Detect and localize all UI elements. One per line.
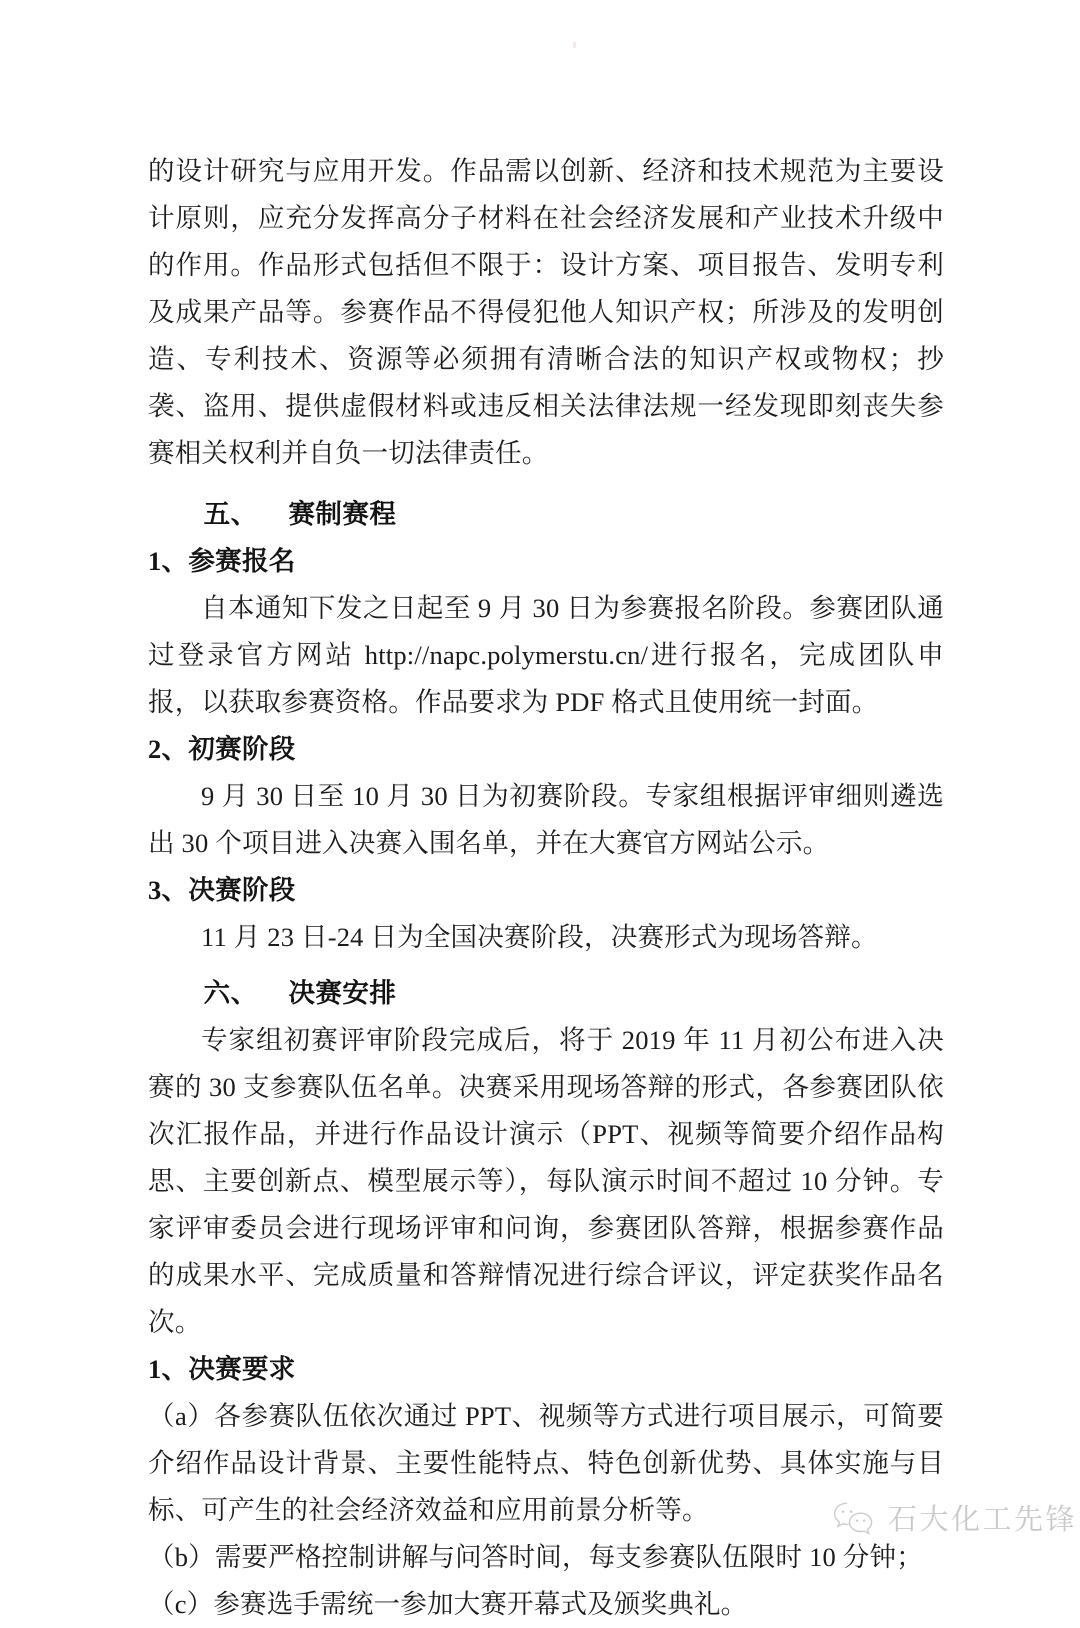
section-five-number: 五、 — [203, 499, 258, 529]
section-six-heading — [148, 970, 944, 1017]
subsection-preliminary-paragraph: 9 月 30 日至 10 月 30 日为初赛阶段。专家组根据评审细则遴选出 30 个项目进入决赛入围名单，并在大赛官方网站公示。 — [148, 781, 944, 858]
spacer — [148, 477, 944, 491]
subsection-registration-heading: 1、参赛报名 — [148, 546, 296, 576]
watermark-label: 石大化工先锋 — [888, 1501, 1078, 1536]
spacer — [148, 961, 944, 970]
final-requirements-heading: 1、决赛要求 — [148, 1354, 296, 1384]
section-six-intro-paragraph: 专家组初赛评审阶段完成后，将于 2019 年 11 月初公布进入决赛的 30 支参赛队伍名单。决赛采用现场答辩的形式，各参赛团队依次汇报作品，并进行作品设计演示（PPT、视频等简要介绍作品构思、主要创新点、模型展示等），每队演示时间不超过 10 分钟。专家评审委员会进行现场评审和问询，参赛团队答辩，根据参赛作品的成果水平、完成质量和答辩情况进行综合评议，评定获奖作品名次。 — [148, 1025, 944, 1337]
subsection-preliminary-heading: 2、初赛阶段 — [148, 734, 296, 764]
final-requirement-item-a: （a）各参赛队伍依次通过 PPT、视频等方式进行项目展示，可简要介绍作品设计背景、主要性能特点、特色创新优势、具体实施与目标、可产生的社会经济效益和应用前景分析等。 — [148, 1401, 944, 1525]
section-six-title: 决赛安排 — [288, 978, 397, 1008]
subsection-final-heading: 3、决赛阶段 — [148, 875, 296, 905]
section-five-heading — [148, 491, 944, 538]
section-six-number: 六、 — [203, 978, 258, 1008]
final-requirement-item-b: （b）需要严格控制讲解与问答时间，每支参赛队伍限时 10 分钟； — [148, 1542, 923, 1572]
scan-speck — [573, 42, 576, 48]
subsection-final-paragraph: 11 月 23 日-24 日为全国决赛阶段，决赛形式为现场答辩。 — [201, 922, 878, 952]
final-requirement-item-c: （c）参赛选手需统一参加大赛开幕式及颁奖典礼。 — [148, 1589, 748, 1619]
page-content — [148, 148, 944, 1628]
continued-paragraph: 的设计研究与应用开发。作品需以创新、经济和技术规范为主要设计原则，应充分发挥高分子材料在社会经济发展和产业技术升级中的作用。作品形式包括但不限于：设计方案、项目报告、发明专利及成果产品等。参赛作品不得侵犯他人知识产权；所涉及的发明创造、专利技术、资源等必须拥有清晰合法的知识产权或物权；抄袭、盗用、提供虚假材料或违反相关法律法规一经发现即刻丧失参赛相关权利并自负一切法律责任。 — [148, 156, 944, 468]
subsection-registration-paragraph: 自本通知下发之日起至 9 月 30 日为参赛报名阶段。参赛团队通过登录官方网站 http://napc.polymerstu.cn/进行报名，完成团队申报，以获取参赛资格。作品要求为 PDF 格式且使用统一封面。 — [148, 593, 944, 717]
section-five-title: 赛制赛程 — [288, 499, 397, 529]
